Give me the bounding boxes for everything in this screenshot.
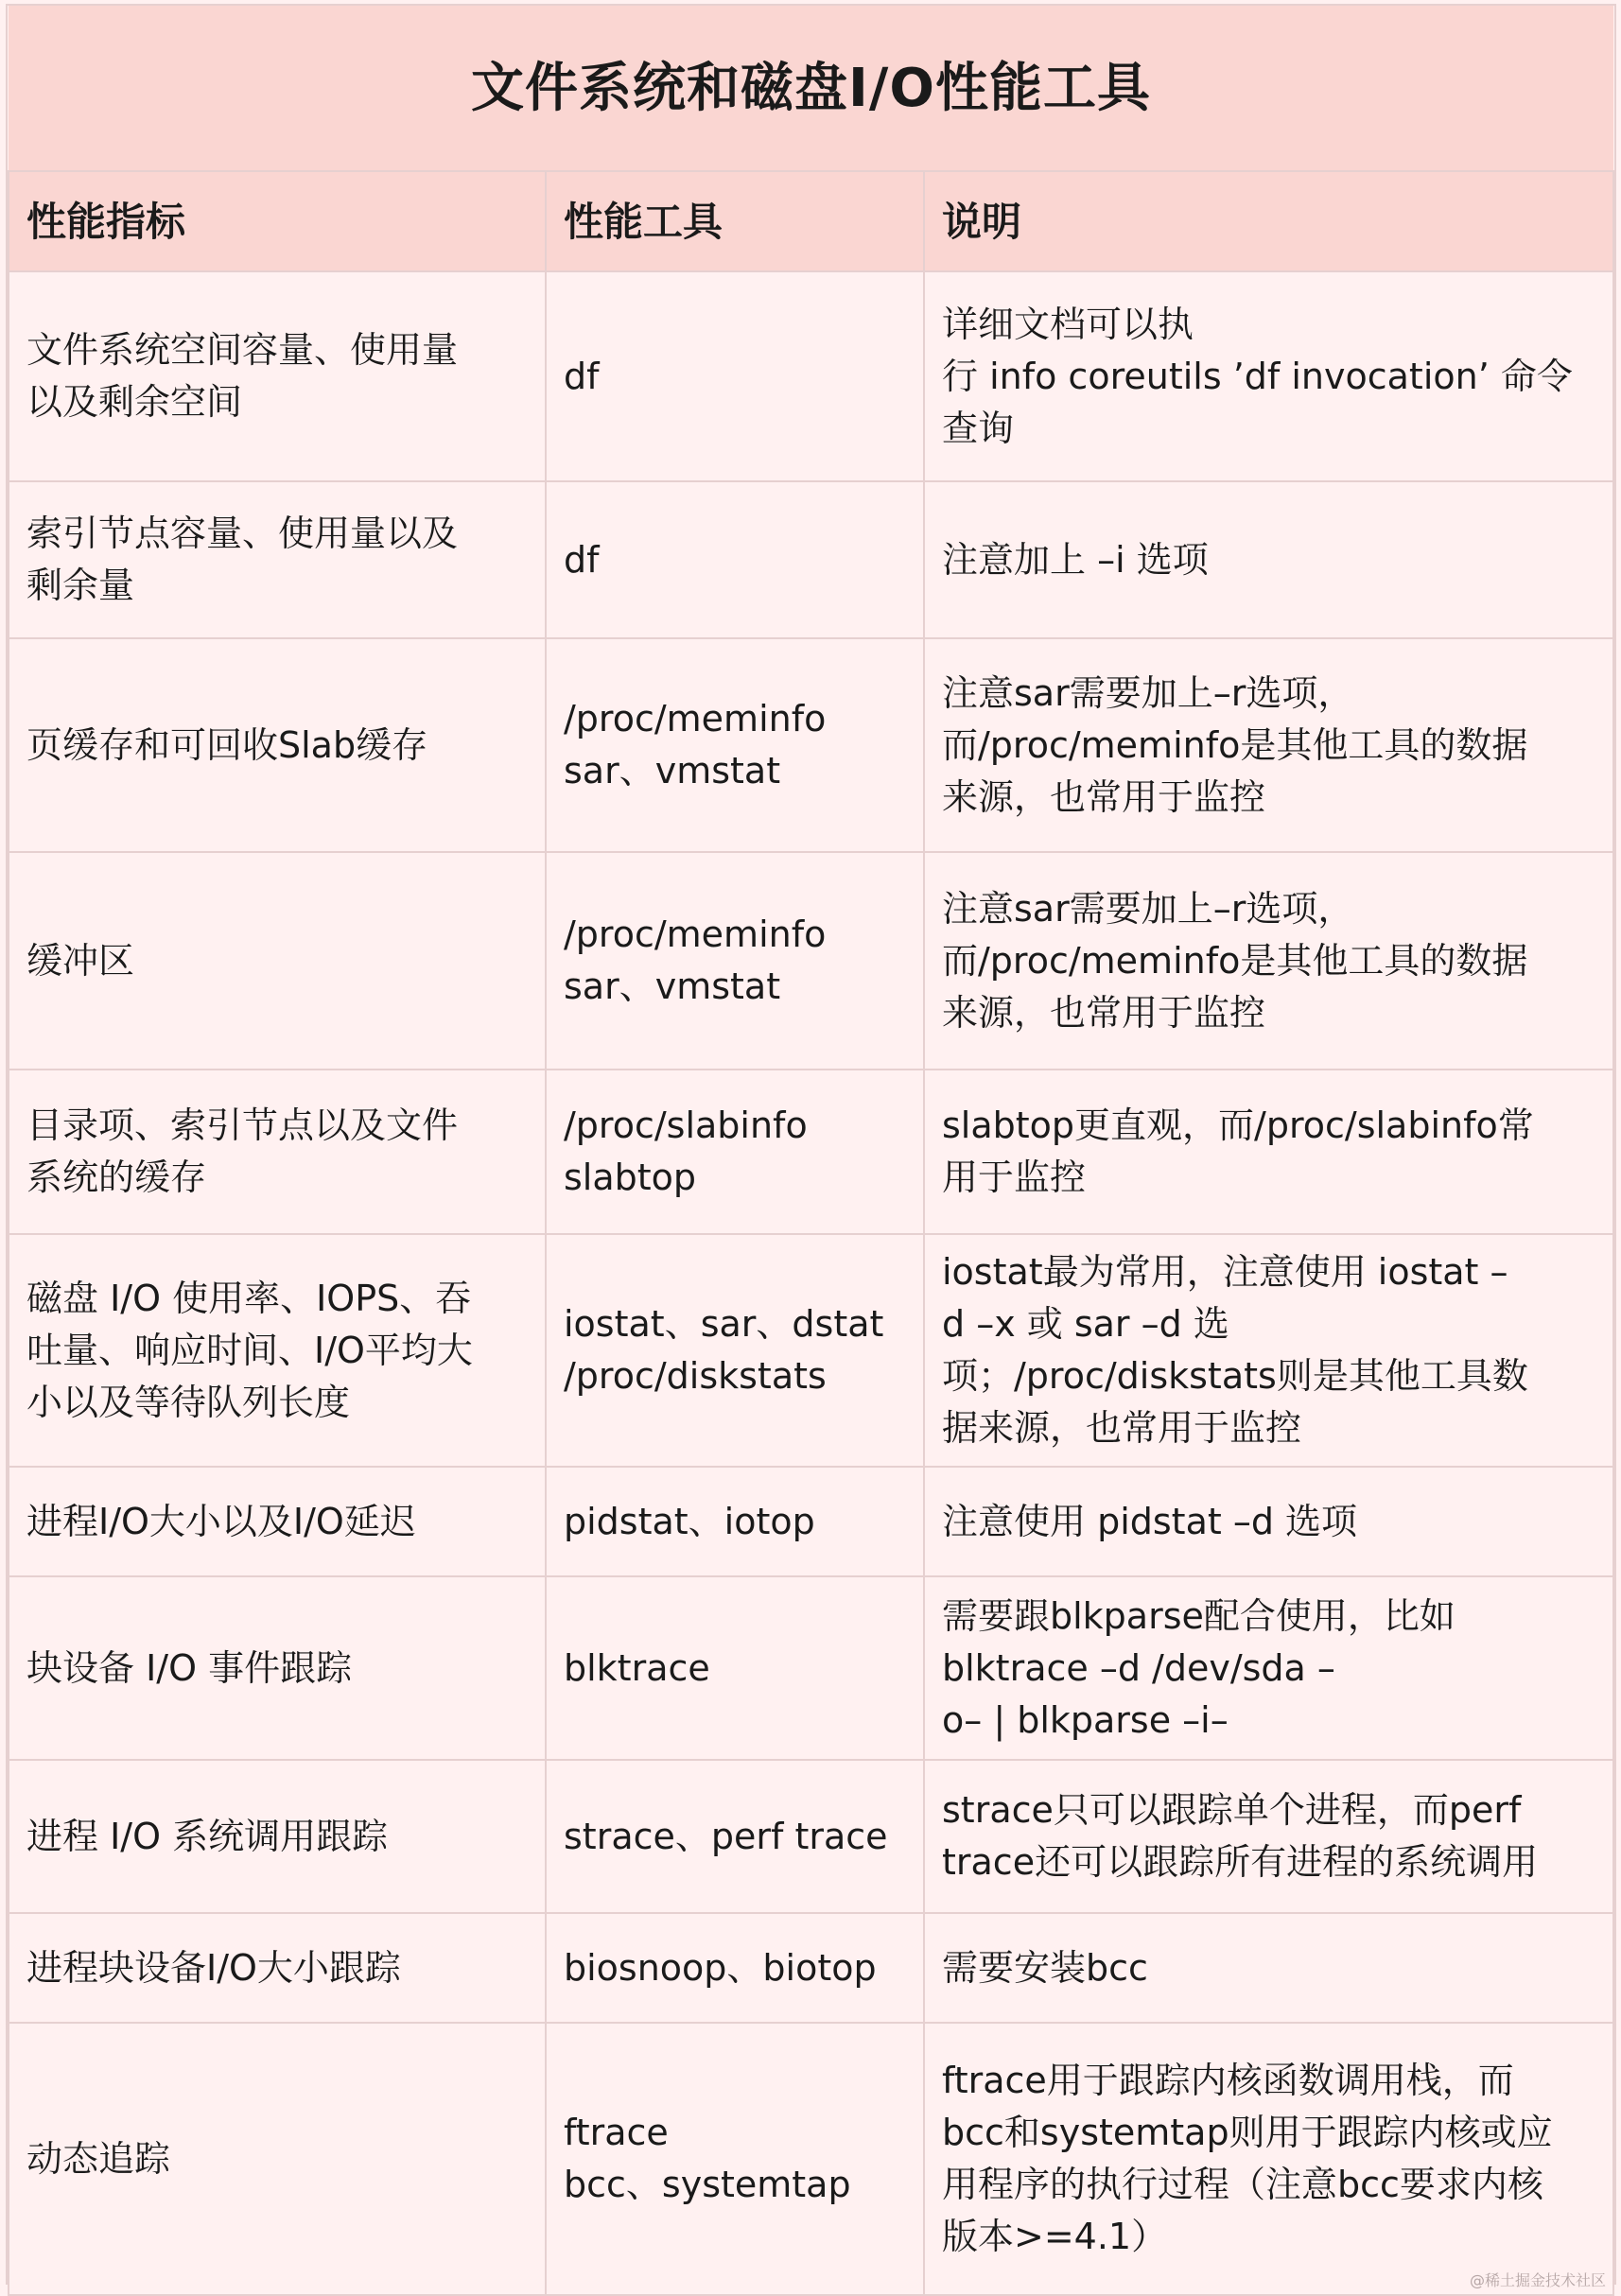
note-cell bbox=[924, 638, 1613, 852]
tools-cell-text: pidstat、iotop bbox=[564, 1500, 815, 1542]
note-cell-text: slabtop更直观，而/proc/slabinfo常 用于监控 bbox=[942, 1105, 1534, 1198]
table-row bbox=[9, 1070, 1613, 1234]
tools-cell-text: blktrace bbox=[564, 1646, 710, 1689]
table-header-row bbox=[9, 171, 1613, 271]
note-cell-text: ftrace用于跟踪内核函数调用栈，而 bcc和systemtap则用于跟踪内核或应 用程序的执行过程（注意bcc要求内核 版本>=4.1） bbox=[942, 2060, 1553, 2257]
tools-cell-text: biosnoop、biotop bbox=[564, 1946, 877, 1989]
tools-cell-text: iostat、sar、dstat /proc/diskstats bbox=[564, 1303, 884, 1397]
metric-cell bbox=[9, 1760, 546, 1913]
metric-cell-text: 缓冲区 bbox=[26, 939, 135, 982]
metric-cell-text: 进程块设备I/O大小跟踪 bbox=[26, 1946, 401, 1989]
tools-cell bbox=[546, 1913, 924, 2023]
note-cell bbox=[924, 271, 1613, 481]
metric-cell-text: 进程I/O大小以及I/O延迟 bbox=[26, 1500, 416, 1542]
tools-cell-text: /proc/meminfo sar、vmstat bbox=[564, 698, 827, 791]
watermark: @稀土掘金技术社区 bbox=[1469, 2271, 1606, 2289]
note-cell-text: iostat最为常用，注意使用 iostat – d –x 或 sar –d 选 项；/proc/diskstats则是其他工具数 据来源，也常用于监控 bbox=[942, 1251, 1528, 1449]
note-cell bbox=[924, 1760, 1613, 1913]
metric-cell bbox=[9, 638, 546, 852]
note-cell bbox=[924, 2023, 1613, 2295]
header-tools: 性能工具 bbox=[546, 171, 924, 271]
note-cell-text: 注意加上 –i 选项 bbox=[942, 538, 1209, 581]
table-row bbox=[9, 2023, 1613, 2295]
metric-cell-text: 磁盘 I/O 使用率、IOPS、吞 吐量、响应时间、I/O平均大 小以及等待队列长度 bbox=[26, 1277, 473, 1423]
note-cell-text: 注意sar需要加上–r选项， 而/proc/meminfo是其他工具的数据 来源，也常用于监控 bbox=[942, 671, 1528, 818]
tools-cell bbox=[546, 1467, 924, 1576]
table-title: 文件系统和磁盘I/O性能工具 bbox=[9, 6, 1613, 171]
metric-cell-text: 进程 I/O 系统调用跟踪 bbox=[26, 1815, 389, 1857]
tools-cell-text: df bbox=[564, 538, 600, 581]
tools-cell-text: /proc/meminfo sar、vmstat bbox=[564, 913, 827, 1007]
metric-cell bbox=[9, 1913, 546, 2023]
note-cell bbox=[924, 1576, 1613, 1760]
tools-cell-text: ftrace bcc、systemtap bbox=[564, 2112, 851, 2205]
note-cell bbox=[924, 481, 1613, 638]
note-cell bbox=[924, 1467, 1613, 1576]
tools-cell-text: df bbox=[564, 355, 600, 397]
metric-cell-text: 动态追踪 bbox=[26, 2137, 171, 2180]
tools-cell-text: /proc/slabinfo slabtop bbox=[564, 1105, 808, 1198]
note-cell bbox=[924, 1913, 1613, 2023]
performance-tools-table-container bbox=[6, 4, 1616, 2285]
table-row bbox=[9, 1234, 1613, 1467]
tools-cell bbox=[546, 1234, 924, 1467]
tools-cell bbox=[546, 638, 924, 852]
note-cell-text: 注意使用 pidstat –d 选项 bbox=[942, 1500, 1358, 1542]
metric-cell bbox=[9, 1070, 546, 1234]
table-row bbox=[9, 271, 1613, 481]
note-cell-text: 详细文档可以执 行 info coreutils ’df invocation’ 命令 查询 bbox=[942, 303, 1573, 449]
metric-cell-text: 文件系统空间容量、使用量 以及剩余空间 bbox=[26, 329, 459, 423]
metric-cell bbox=[9, 1576, 546, 1760]
note-cell bbox=[924, 852, 1613, 1070]
metric-cell-text: 目录项、索引节点以及文件 系统的缓存 bbox=[26, 1105, 459, 1198]
table-row bbox=[9, 1760, 1613, 1913]
tools-cell bbox=[546, 2023, 924, 2295]
tools-cell bbox=[546, 1760, 924, 1913]
performance-tools-table bbox=[8, 6, 1614, 2296]
note-cell bbox=[924, 1234, 1613, 1467]
note-cell-text: strace只可以跟踪单个进程，而perf trace还可以跟踪所有进程的系统调用 bbox=[942, 1789, 1539, 1883]
table-row bbox=[9, 1467, 1613, 1576]
table-row bbox=[9, 481, 1613, 638]
metric-cell bbox=[9, 1234, 546, 1467]
header-metric: 性能指标 bbox=[9, 171, 546, 271]
note-cell-text: 注意sar需要加上–r选项， 而/proc/meminfo是其他工具的数据 来源，也常用于监控 bbox=[942, 887, 1528, 1034]
metric-cell bbox=[9, 271, 546, 481]
metric-cell-text: 页缓存和可回收Slab缓存 bbox=[26, 723, 428, 766]
table-row bbox=[9, 638, 1613, 852]
metric-cell bbox=[9, 852, 546, 1070]
metric-cell bbox=[9, 1467, 546, 1576]
tools-cell bbox=[546, 1576, 924, 1760]
metric-cell-text: 索引节点容量、使用量以及 剩余量 bbox=[26, 513, 459, 606]
note-cell bbox=[924, 1070, 1613, 1234]
table-row bbox=[9, 1576, 1613, 1760]
metric-cell bbox=[9, 481, 546, 638]
metric-cell bbox=[9, 2023, 546, 2295]
tools-cell-text: strace、perf trace bbox=[564, 1815, 888, 1857]
table-row bbox=[9, 852, 1613, 1070]
note-cell-text: 需要安装bcc bbox=[942, 1946, 1148, 1989]
note-cell-text: 需要跟blkparse配合使用，比如 blktrace –d /dev/sda – o– | blkparse –i– bbox=[942, 1594, 1455, 1741]
header-note: 说明 bbox=[924, 171, 1613, 271]
tools-cell bbox=[546, 1070, 924, 1234]
tools-cell bbox=[546, 271, 924, 481]
table-row bbox=[9, 1913, 1613, 2023]
metric-cell-text: 块设备 I/O 事件跟踪 bbox=[26, 1646, 353, 1689]
table-title-row bbox=[9, 6, 1613, 171]
tools-cell bbox=[546, 481, 924, 638]
tools-cell bbox=[546, 852, 924, 1070]
